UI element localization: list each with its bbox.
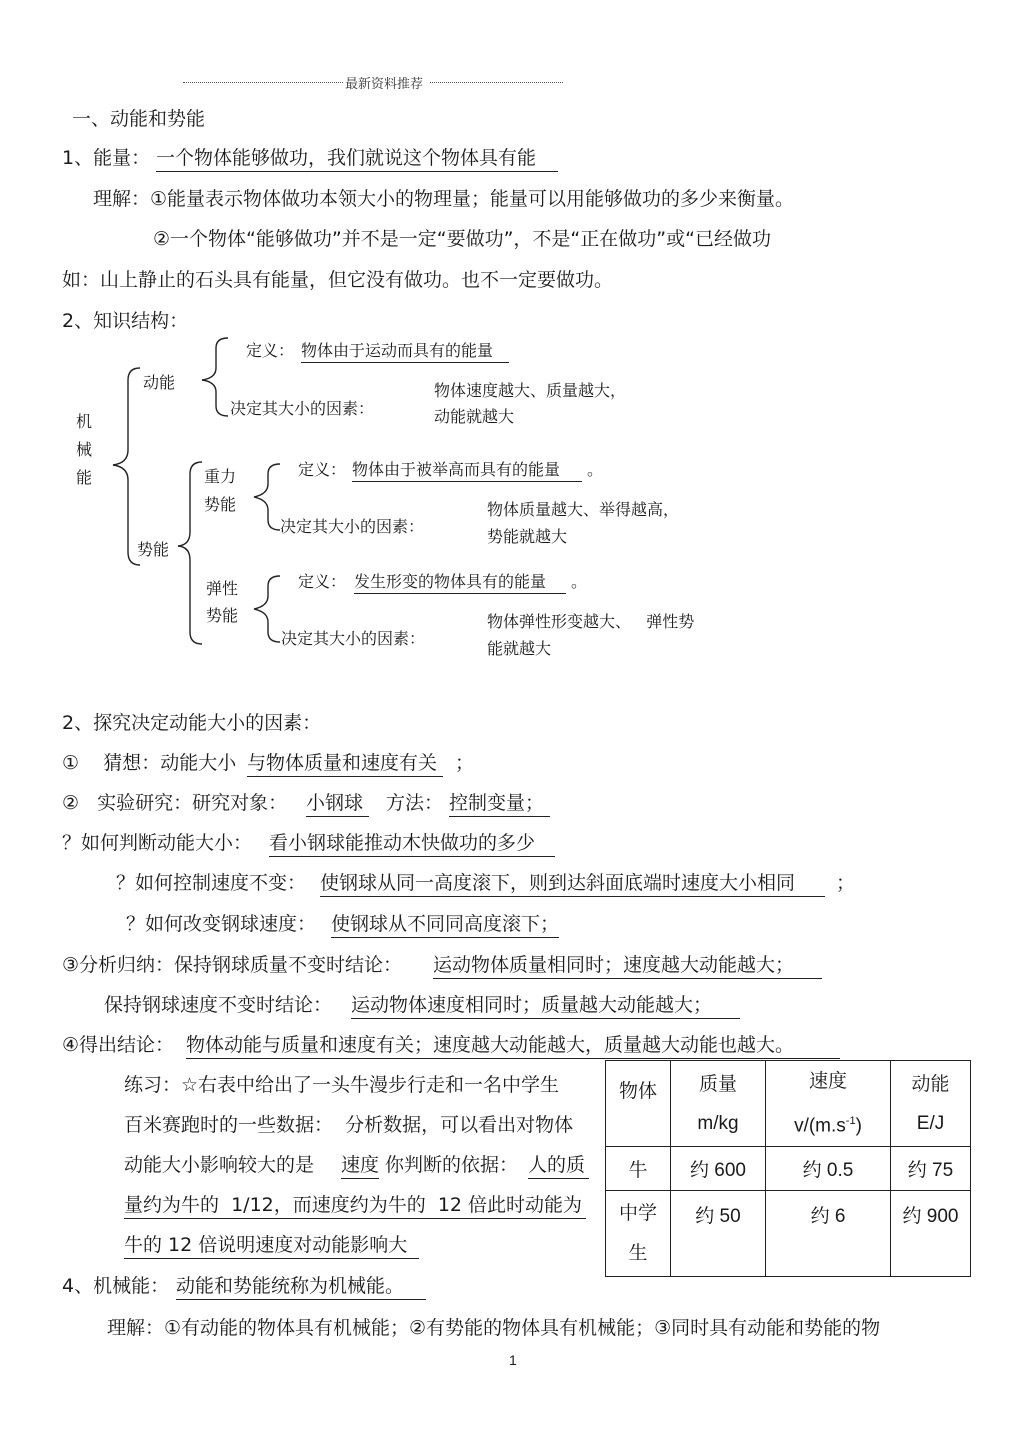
kinetic-factor-label: 决定其大小的因素： [230, 399, 375, 418]
table-header-energy: 动能 E/J [891, 1061, 971, 1147]
guess-end: ； [455, 752, 475, 774]
table-cell-mass: 约 600 [671, 1147, 766, 1191]
table-row [606, 1147, 971, 1191]
question-1-answer: 看小钢球能推动木快做功的多少 [269, 828, 555, 857]
kinetic-factor-1: 物体速度越大、质量越大， [434, 381, 627, 400]
analysis-2-prefix: 保持钢球速度不变时结论： [104, 994, 333, 1016]
exercise-line-3a: 动能大小影响较大的是 [124, 1154, 315, 1176]
gravity-factor-2: 势能就越大 [487, 527, 568, 546]
elastic-label-1: 弹性 [206, 579, 239, 598]
data-table [605, 1060, 971, 1277]
exercise-line-4: 量约为牛的 1/12，而速度约为牛的 12 倍此时动能为 [124, 1190, 586, 1219]
energy-label: 1、能量： [62, 147, 151, 169]
exercise-line-3c: 人的质 [528, 1150, 589, 1179]
experiment-object: 小钢球 [306, 788, 369, 817]
exercise-line-3b: 你判断的依据： [385, 1154, 519, 1176]
exercise-line-5: 牛的 12 倍说明速度对动能影响大 [124, 1230, 419, 1259]
gravity-label-2: 势能 [204, 495, 237, 514]
energy-understand-2: ②一个物体“能够做功”并不是一定“要做功”，不是“正在做功”或“已经做功 [153, 228, 771, 250]
gravity-def-end: 。 [587, 460, 604, 479]
speed-unit: v/(m.s [794, 1115, 846, 1137]
table-header-speed: 速度 $v/(m.s^{-1})$ [766, 1061, 891, 1147]
elastic-def-end: 。 [571, 572, 588, 591]
question-1-prefix: ？如何判断动能大小： [62, 832, 253, 854]
page-number: 1 [509, 1352, 517, 1368]
analysis-2-answer: 运动物体速度相同时；质量越大动能越大； [351, 990, 740, 1019]
elastic-factor-1: 物体弹性形变越大、 弹性势 [487, 612, 695, 631]
mech-understand: 理解：①有动能的物体具有机械能；②有势能的物体具有机械能；③同时具有动能和势能的物 [107, 1317, 881, 1339]
brace-gravity [254, 464, 280, 530]
gravity-label-1: 重力 [204, 467, 237, 486]
elastic-def-label: 定义： [298, 572, 347, 591]
gravity-factor-label: 决定其大小的因素： [280, 517, 425, 536]
kinetic-def-label: 定义： [246, 341, 295, 360]
mech-label: 4、机械能： [62, 1275, 170, 1297]
guess-answer: 与物体质量和速度有关 [247, 748, 443, 777]
experiment-prefix: ② 实验研究：研究对象： [62, 792, 288, 814]
energy-definition: 一个物体能够做功，我们就说这个物体具有能 [156, 143, 558, 172]
kinetic-definition: 物体由于运动而具有的能量 [301, 338, 509, 363]
analysis-1-prefix: ③分析归纳：保持钢球质量不变时结论： [62, 954, 403, 976]
table-row [606, 1191, 971, 1277]
question-2-end: ； [836, 872, 856, 894]
table-cell-mass: 约 50 [671, 1191, 766, 1277]
energy-example: 如：山上静止的石头具有能量，但它没有做功。也不一定要做功。 [62, 269, 614, 291]
exercise-line-2: 百米赛跑时的一些数据： 分析数据，可以看出对物体 [124, 1114, 574, 1136]
kinetic-factor-2: 动能就越大 [434, 407, 515, 426]
exercise-line-1: 练习：☆右表中给出了一头牛漫步行走和一名中学生 [124, 1074, 560, 1096]
question-3-prefix: ？如何改变钢球速度： [126, 913, 317, 935]
method-label: 方法： [386, 792, 444, 814]
brace-mechanical [113, 368, 140, 565]
table-cell-name: 中学 生 [606, 1191, 671, 1277]
exercise-answer-speed: 速度 [341, 1150, 379, 1179]
question-2-answer: 使钢球从同一高度滚下，则到达斜面底端时速度大小相同 [320, 868, 825, 897]
method-answer: 控制变量； [449, 788, 550, 817]
root-char-1: 机 [76, 412, 93, 431]
gravity-def-label: 定义： [298, 460, 347, 479]
table-cell-energy: 约 75 [891, 1147, 971, 1191]
analysis-1-answer: 运动物体质量相同时；速度越大动能越大； [433, 950, 822, 979]
kinetic-label: 动能 [143, 373, 176, 392]
brace-elastic [254, 576, 280, 642]
brace-potential [178, 462, 202, 644]
elastic-label-2: 势能 [206, 606, 239, 625]
explore-title: 2、探究决定动能大小的因素： [62, 712, 322, 734]
potential-label: 势能 [137, 540, 170, 559]
guess-prefix: ① 猜想：动能大小 [62, 752, 237, 774]
table-cell-speed: 约 6 [766, 1191, 891, 1277]
structure-title: 2、知识结构： [62, 310, 189, 332]
table-cell-name: 牛 [606, 1147, 671, 1191]
conclusion-prefix: ④得出结论： [62, 1034, 175, 1056]
speed-unit-end: ) [855, 1115, 862, 1137]
section-title: 一、动能和势能 [72, 108, 206, 130]
mech-definition: 动能和势能统称为机械能。 [176, 1271, 426, 1300]
elastic-definition: 发生形变的物体具有的能量 [354, 569, 566, 594]
question-3-answer: 使钢球从不同同高度滚下； [331, 909, 559, 938]
elastic-factor-label: 决定其大小的因素： [281, 629, 426, 648]
speed-unit-exponent: -1 [845, 1115, 856, 1127]
table-header-mass: 质量 m/kg [671, 1061, 766, 1147]
header-title: 最新资料推荐 [345, 77, 424, 92]
elastic-factor-2: 能就越大 [487, 639, 552, 658]
gravity-factor-1: 物体质量越大、举得越高， [487, 500, 680, 519]
gravity-definition: 物体由于被举高而具有的能量 [352, 457, 582, 482]
question-2-prefix: ？如何控制速度不变： [116, 872, 307, 894]
table-cell-speed: 约 0.5 [766, 1147, 891, 1191]
table-header-object: 物体 [606, 1061, 671, 1147]
table-cell-energy: 约 900 [891, 1191, 971, 1277]
table-header-row [606, 1061, 971, 1147]
conclusion-answer: 物体动能与质量和速度有关；速度越大动能越大，质量越大动能也越大。 [186, 1030, 840, 1059]
brace-kinetic [202, 338, 228, 416]
root-char-2: 械 [76, 440, 93, 459]
energy-understand-1: 理解：①能量表示物体做功本领大小的物理量；能量可以用能够做功的多少来衡量。 [93, 188, 795, 210]
root-char-3: 能 [76, 468, 93, 487]
